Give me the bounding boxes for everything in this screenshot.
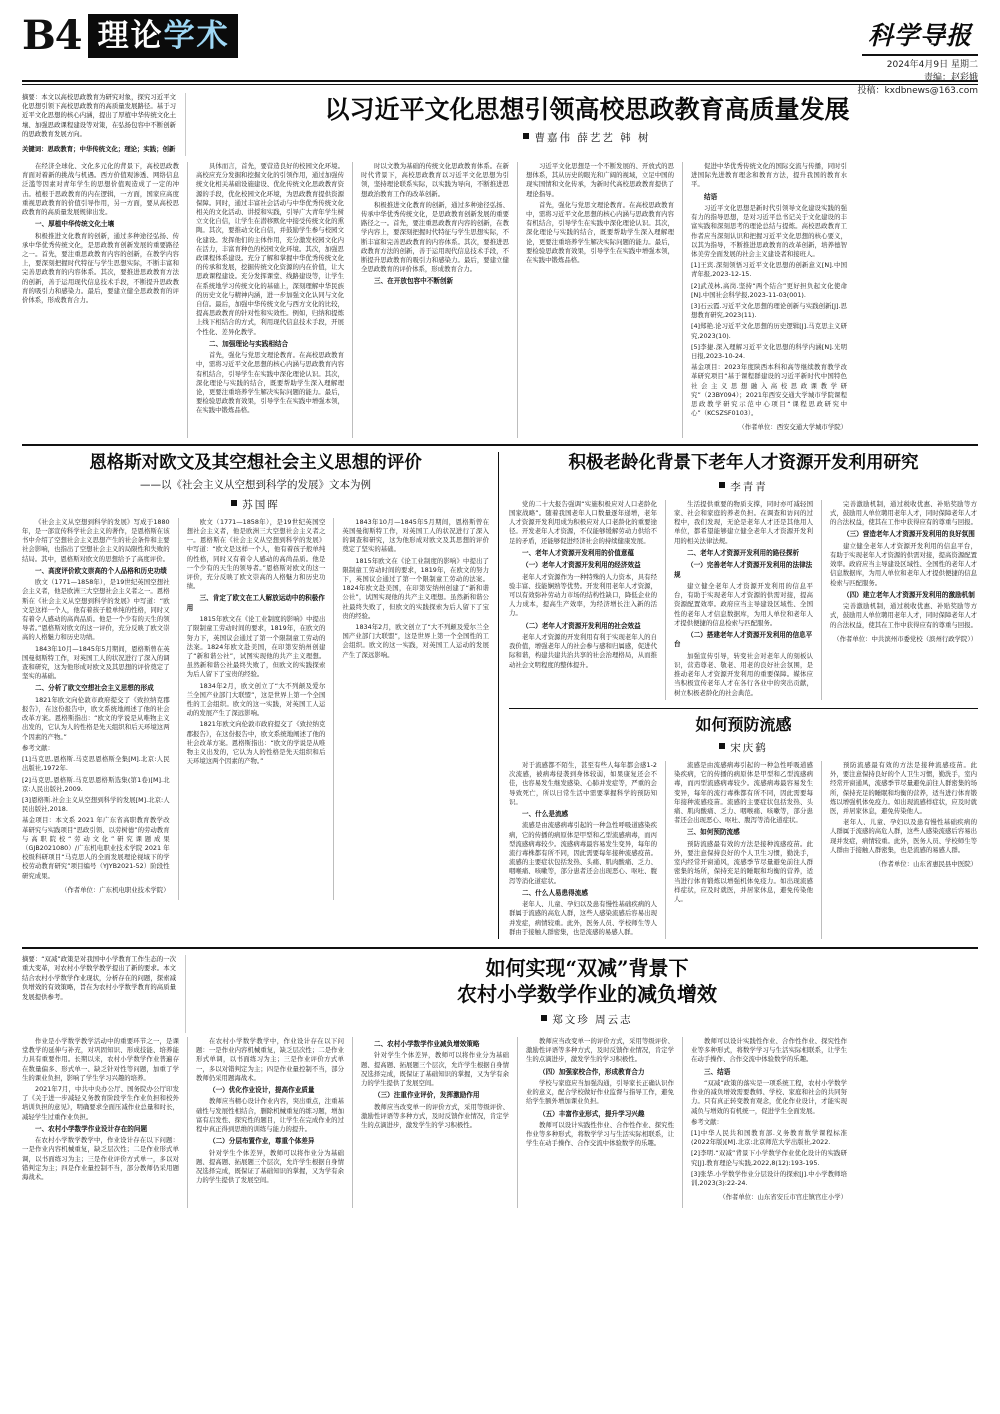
p: 生活提供重要的物质支撑，同时亦可减轻国家、社会和家庭的养老负担。在调查和访问的过程中，我们发现，无论是老年人才还是其他用人单位，都希望能够建立健全老年人才资源开发利用的相关法律法规。 <box>674 499 813 545</box>
article4-section-2: 二、什么人易患得流感 <box>522 888 588 897</box>
p: 1834年2月，欧文创立了“大不列颠及爱尔兰全国产业部门大联盟”，这是世界上第一个全国性的工会组织。欧文的这一实践，对英国工人运动的发展产生了深远影响。 <box>186 681 326 718</box>
article1-keywords: 关键词：思政教育；中华传统文化；理论；实践；创新 <box>22 144 176 153</box>
p: 1843年10月—1845年5月期间，恩格斯曾在英国曼彻斯特工作，对英国工人的状况进行了深入的调查和研究，这为他形成对欧文及其思想的评价奠定了坚实的基础。 <box>22 644 170 681</box>
editor-line: 责编：赵彩娥 <box>923 73 978 83</box>
section-char-4: 术 <box>196 17 228 54</box>
article4-byline <box>509 740 978 755</box>
article3-author: 李青青 <box>730 480 768 493</box>
article3-section-5: （一）完善老年人才资源开发利用的法律法规 <box>674 561 813 579</box>
masthead-rule-thin <box>22 84 978 85</box>
article2-fund: 基金项目：本文系 2021 年广东省高职教育教学改革研究与实践项目“思政引领、以劳树德”的劳动教育与高职院校“劳动文化”研究课题成果（GJB2021080）/广东机电职业技术学院 2021 年校级科研项目“马克思人的全面发展理论视域下的学校劳动教育研究”项目编号（YJYB2021-52）阶段性研究成果。 <box>22 816 170 880</box>
article1-reference: [5]李捷.深入理解习近平文化思想的科学内涵[N].光明日报,2023-10-24. <box>691 342 847 360</box>
article2-title: 恩格斯对欧文及其空想社会主义思想的评价 <box>89 452 422 473</box>
article5-section-2: 二、农村小学数学作业减负增效策略 <box>374 1039 480 1048</box>
article3-section-1: 一、老年人才资源开发利用的价值意蕴 <box>522 548 635 557</box>
article2-section-3: 三、肯定了欧文在工人解放运动中的积极作用 <box>186 594 325 612</box>
article5-section-6: （四）加强家校合作，形成教育合力 <box>539 1067 645 1076</box>
p: 1815年欧文在《论工业制度的影响》中提出了限制童工劳动时间的要求，1819年，在欧文的努力下，英国议会通过了第一个限制童工劳动的法案。1824年欧文赴美国，在印第安纳州创建了“新和谐公社”，试图实现他的共产主义理想。虽然新和谐公社最终失败了，但欧文的实践探索为后人留下了宝贵的经验。 <box>342 556 489 620</box>
masthead-rule <box>22 80 978 82</box>
p: 老年人、儿童、孕妇以及患有慢性基础疾病的人群属于流感的高危人群，这些人感染流感后容易出现并发症，病情较重。此外，医务人员、学校师生等人群由于接触人群密集，也是流感的易感人群。 <box>509 900 657 936</box>
paper-name: 科学导报 <box>862 16 978 56</box>
article1-section-3: 三、在开放包容中不断创新 <box>374 277 454 286</box>
p: 积极推进文化教育的创新，通过多种途径弘扬、传承中华优秀传统文化，是思政教育创新发展的重要路径之一。首先，要注重思政教育内容的创新，在教学内容上，要深刻把握时代特征与学生思想实际，不断丰富和完善思政教育的内容体系。其次，要推进思政教育方法的创新，善于运用现代信息技术手段，不断提升思政教育的吸引力和感染力。最后，要建立健全思政教育的评价体系，形成教育合力。 <box>22 231 179 304</box>
masthead-left <box>22 14 238 58</box>
p: 教师应当精心设计作业内容，突出重点，注重基础性与发展性相结合，删除机械重复的练习题，增加富有启发性、探究性的题目，让学生在完成作业的过程中真正得到思维的训练与能力的提升。 <box>196 1097 344 1133</box>
article1-section-1: 一、厚植中华传统文化土壤 <box>35 220 115 229</box>
p: 建立健全老年人才资源开发利用的信息平台，有助于实现老年人才资源的供需对接，提高资源配置效率。政府应当主导建设区域性、全国性的老年人才信息数据库，为用人单位和老年人才提供便捷的信息检索与匹配服务。 <box>830 541 977 587</box>
masthead <box>22 12 978 96</box>
byline-marker-icon <box>719 482 725 488</box>
p: 完善激励机制，通过税收优惠、补贴奖励等方式，鼓励用人单位聘用老年人才，同时保障老年人才的合法权益，使其在工作中获得应有的尊重与回报。 <box>830 499 977 527</box>
article5-title-line1: 如何实现“双减”背景下 <box>485 955 689 980</box>
p: 针对学生个体差异，教师可以将作业分为基础题、提高题、拓展题三个层次，允许学生根据自身情况选择完成，既保证了基础知识的掌握，又为学有余力的学生提供了发展空间。 <box>196 1148 344 1185</box>
p: 教师可以设计实践性作业、合作性作业、探究性作业等多种形式，将数学学习与生活实际相联系，让学生在动手操作、合作交流中体验数学的乐趣。 <box>691 1036 847 1064</box>
divider <box>22 947 978 949</box>
article-homework <box>22 955 978 1208</box>
article2-section-1: 一、高度评价欧文崇高的个人品格和历史功绩 <box>35 566 167 575</box>
article1-title: 以习近平文化思想引领高校思政教育高质量发展 <box>324 94 850 124</box>
article3-section-2: （一）老年人才资源开发利用的经济效益 <box>522 561 641 570</box>
article5-refs-head: 参考文献： <box>691 1117 723 1126</box>
article2-author: 苏国晖 <box>242 498 280 511</box>
divider <box>509 708 978 709</box>
article5-authors: 郑文珍 周云志 <box>552 1013 633 1026</box>
article5-reference: [2]李明.“双减”背景下小学数学作业优化设计的实践研究[J].教育理论与实践,2022,8(12):193-195. <box>691 1149 847 1167</box>
article2-unit: （作者单位：广东机电职业技术学院） <box>60 885 170 894</box>
article5-title-line2: 农村小学数学作业的减负增效 <box>457 981 717 1006</box>
p: 对于流感都不陌生，甚至有些人每年都会感1-2次流感，被病毒侵袭到身体较弱，如果康复还会不佳，也容易发生继发感染、心肺并发症等，严重的会导致死亡，所以日常生活中需要掌握科学的预防知识。 <box>509 760 657 806</box>
article-aging <box>509 452 978 700</box>
p: 1821年欧文向伦敦市政府提交了《致拉纳克郡报告》，在这份报告中，欧文系统地阐述了他的社会改革方案。恩格斯指出：“欧文的学说是从唯物主义出发的，它认为人的性格是先天组织和后天环境这两个因素的产物。” <box>186 720 326 766</box>
p: 首先，强化与党思文理论教育。在高校思政教育中，需将习近平文化思想的核心内涵与思政教育内容有机结合，引导学生在实践中深化理论认识。其次，深化理论与实践的结合，既要帮助学生深入理解理论，更要注重培养学生解决实际问题的能力。最后，要检验思政教育效果，引导学生在实践中增强本领，在实践中锻炼品格。 <box>196 351 344 415</box>
byline-marker-icon <box>719 743 725 749</box>
p: “双减”政策的落实是一项系统工程，农村小学数学作业的减负增效需要教师、学校、家庭和社会的共同努力。只有真正转变教育观念，优化作业设计，才能实现减负与增效的有机统一，促进学生全面发展。 <box>691 1078 847 1115</box>
article4-title: 如何预防流感 <box>695 714 792 734</box>
article-flu <box>509 715 978 939</box>
article1-reference: [4]郑艳.论习近平文化思想的历史逻辑[J].马克思主义研究,2023(10). <box>691 322 847 340</box>
page-number: B4 <box>22 12 82 59</box>
p: 加强宣传引导，转变社会对老年人的刻板认识，营造尊老、敬老、用老的良好社会氛围，是推动老年人才资源开发利用的重要保障。媒体应当积极宣传老年人才在各行各业中的突出贡献，树立积极老龄化的社会典范。 <box>674 651 813 697</box>
article3-section-6: （二）搭建老年人才资源开发利用的信息平台 <box>674 631 813 649</box>
article5-abstract: 摘要：“双减”政策是对我国中小学教育工作生态的一次重大变革，对农村小学数学教学提出了新的要求。本文结合农村小学数学作业现状，分析存在的问题，探索减负增效的有效策略，旨在为农村小学数学教育的高质量发展提供参考。 <box>22 954 176 1001</box>
article1-fund: 基金项目：2023年度陕西本科和高等继续教育教学改革研究项目“基于课程群建设的习近平新时代中国特色社会主义思想融入高校思政课教学研究”（23BY094）；2021年西安交通大学城市学院课程思政教学研究示范中心项目“课程思政研究中心”（KCSZSF0103）。 <box>691 363 847 418</box>
p: 《社会主义从空想到科学的发展》写成于1880年，是一部宣传科学社会主义的著作，是恩格斯在该书中介绍了空想社会主义思想产生的社会条件和主要社会影响，也指出了空想社会主义的局限性和失败的结局。其中，恩格斯对欧文的思想给予了高度评价。 <box>22 517 170 563</box>
p: 促进中华优秀传统文化的国际交流与传播，同时引进国际先进教育理念和教育方法，提升我国的教育水平。 <box>691 161 847 189</box>
p: 习近平文化思想是一个不断发展的、开放式的思想体系，其从历史的眼光和广阔的视域，立足中国的现实国情和文化传承，为新时代高校思政教育提供了理论指导。 <box>526 161 674 198</box>
article3-section-3: （二）老年人才资源开发利用的社会效益 <box>522 621 641 630</box>
article4-author: 宋庆鹤 <box>730 741 768 754</box>
p: 在经济全球化、文化多元化的背景下，高校思政教育面对着新的挑战与机遇。西方价值观渗透、网络信息泛滥等因素对青年学生的思想价值观造成了一定的冲击。植根于思政教育的内在逻辑，一方面，国家应高度重视思政教育的价值引导作用，另一方面，要从高校思政教育的高质量发展规律出发。 <box>22 161 179 216</box>
article4-section-1: 一、什么是流感 <box>522 809 569 818</box>
p: 预防流感最有效的方法是接种流感疫苗。此外，要注意保持良好的个人卫生习惯，勤洗手，室内经常开窗通风，流感季节尽量避免前往人群密集的场所，保持充足的睡眠和均衡的营养，适当进行体育锻炼以增强机体免疫力。如出现流感样症状，应及时就医，并居家休息，避免传染他人。 <box>674 839 813 903</box>
p: 在农村小学数学教学中，作业设计存在以下问题：一是作业内容机械重复，缺乏层次性；二是作业形式单调，以书面练习为主；三是作业评价方式单一，多以对错判定为主；四是作业量控制不当，部分教师仍采用题海战术。 <box>22 1136 179 1181</box>
p: 老年人才资源的开发利用有利于实现老年人的自我价值，增强老年人的社会参与感和归属感，促进代际和谐，构建共建共治共享的社会治理格局，从而推动社会文明程度的整体提升。 <box>509 633 657 669</box>
divider <box>22 444 978 446</box>
p: 教师应当改变单一的评价方式，采用等级评价、激励性评语等多种方式，及时反馈作业情况，肯定学生的点滴进步，激发学生的学习积极性。 <box>361 1102 509 1129</box>
article-engels <box>22 452 499 939</box>
p: 针对学生个体差异，教师可以将作业分为基础题、提高题、拓展题三个层次，允许学生根据自身情况选择完成，既保证了基础知识的掌握，又为学有余力的学生提供了发展空间。 <box>361 1051 509 1087</box>
p: 党的二十大报告强调“实施积极应对人口老龄化国家战略”。随着我国老年人口数量逐年递增，老年人才资源开发利用成为积极应对人口老龄化的重要途径。开发老年人才资源，不仅能够缓解劳动力供给不足的矛盾，还能够促进经济社会的持续健康发展。 <box>509 499 657 545</box>
masthead-right <box>857 14 978 98</box>
p: 建立健全老年人才资源开发利用的信息平台，有助于实现老年人才资源的供需对接，提高资源配置效率。政府应当主导建设区域性、全国性的老年人才信息数据库，为用人单位和老年人才提供便捷的信息检索与匹配服务。 <box>674 582 813 627</box>
p: 2021年7月，中共中央办公厅、国务院办公厅印发了《关于进一步减轻义务教育阶段学生作业负担和校外培训负担的意见》，明确要求全面压减作业总量和时长，减轻学生过重作业负担。 <box>22 1084 179 1121</box>
p: 习近平文化思想是新时代引领导文化建设实践的强有力的指导思想，是对习近平总书记关于文化建设的丰富实践和深刻思考的理论总结与提炼。高校思政教育工作者应当深刻认识和把握习近平文化思想的核心要义，以其为指导，不断推进思政教育的改革创新，培养德智体美劳全面发展的社会主义建设者和接班人。 <box>691 203 847 258</box>
article5-section-5: （三）注重作业评价，发挥激励作用 <box>374 1091 480 1100</box>
p: 欧文（1771—1858年），是19世纪英国空想社会主义者，他是欧洲三大空想社会主义者之一。恩格斯在《社会主义从空想到科学的发展》中写道：“欧文是这样一个人，他有着孩子般单纯的性格，同时又有着令人感动的高尚品质。他是一个少有的天生的领导者。”恩格斯对欧文的这一评价，充分反映了欧文崇高的人格魅力和历史功绩。 <box>22 578 170 642</box>
p: 完善激励机制，通过税收优惠、补贴奖励等方式，鼓励用人单位聘用老年人才，同时保障老年人才的合法权益，使其在工作中获得应有的尊重与回报。 <box>830 602 977 629</box>
p: 1821年欧文向伦敦市政府提交了《致拉纳克郡报告》，在这份报告中，欧文系统地阐述了他的社会改革方案。恩格斯指出：“欧文的学说是从唯物主义出发的，它认为人的性格是先天组织和后天环境这两个因素的产物。” <box>22 695 170 741</box>
article5-section-3: （一）优化作业设计，提高作业质量 <box>209 1085 315 1094</box>
p: 学校与家庭应当加强沟通，引导家长正确认识作业的意义，配合学校做好作业监督与指导工作，避免给学生额外增加课业负担。 <box>526 1078 674 1106</box>
p: 具体而言，首先，要营造良好的校园文化环境。高校应充分发掘和挖掘文化的引领作用，通过加强传统文化相关基础设施建设、优化传统文化思政教育资源的手段，优化校园文化环境，为思政教育提供资源保障。同时，通过丰富社会活动与中华优秀传统文化相关的文化活动、讲授和实践，引导广大青年学生树立文化自信，让学生在潜移默化中接受传统文化的熏陶。其次，要推动文化自信，并鼓励学生参与校园文化建设。发挥他们的主体作用，充分激发校园文化内在活力，丰富育种色的校园文化环境。其次，加强思政课程体系建设。充分了解和掌握中华优秀传统文化的传承和发展，挖掘传统文化资源的内在价值，让大思政课程建设。充分发挥课堂、线路建设等，让学生在系统地学习传统文化的基础上，深刻理解中华民族的历史文化与精神内涵，进一步加强文化认同与文化自信。最后，加强中华传统文化与西方文化的比较，提高思政教育的针对性和实效性。例如，归纳和提炼上线下相结合的方式，利用现代信息技术手段，开展个性化、差异化教学。 <box>196 161 344 336</box>
article3-section-8: （四）建立老年人才资源开发利用的激励机制 <box>843 590 975 599</box>
article2-byline <box>22 497 489 512</box>
article1-reference: [2]武茂林,高岗.坚持“两个结合”更好担负起文化使命[N].中国社会科学报,2023-11-03(001). <box>691 281 847 299</box>
article1-reference: [3]石云霞.习近平文化思想的理论创新与实践创新[J].思想教育研究,2023(11). <box>691 301 847 320</box>
article5-byline <box>196 1012 978 1027</box>
p: 时以文教为基础的传统文化思政教育体系。在新时代背景下，高校思政教育以习近平文化思想为引领，坚持理论联系实际，以实践为导向，不断推进思想政治教育工作的改革创新。 <box>361 161 509 198</box>
article2-reference: [3]恩格斯.社会主义从空想到科学的发展[M].北京:人民出版社,2018. <box>22 795 170 814</box>
article2-reference: [1]马克思,恩格斯.马克思恩格斯全集[M].北京:人民出版社,1972年. <box>22 755 170 773</box>
article5-unit: （作者单位：山东省安丘市官庄镇官庄小学） <box>719 1193 847 1202</box>
p: 欧文（1771—1858年），是19世纪英国空想社会主义者，他是欧洲三大空想社会主义者之一。恩格斯在《社会主义从空想到科学的发展》中写道：“欧文是这样一个人，他有着孩子般单纯的性格，同时又有着令人感动的高尚品质。他是一个少有的天生的领导者。”恩格斯对欧文的这一评价，充分反映了欧文崇高的人格魅力和历史功绩。 <box>186 517 326 591</box>
article1-reference: [1]王宾.深刻领悟习近平文化思想的创新意义[N].中国青年报,2023-12-15. <box>691 261 847 279</box>
article1-unit: （作者单位：西安交通大学城市学院） <box>738 423 847 432</box>
section-banner <box>88 14 238 58</box>
section-char-1: 理 <box>97 17 129 54</box>
article3-byline <box>509 479 978 494</box>
p: 预防流感最有效的方法是接种流感疫苗。此外，要注意保持良好的个人卫生习惯，勤洗手，室内经常开窗通风，流感季节尽量避免前往人群密集的场所，保持充足的睡眠和均衡的营养，适当进行体育锻炼以增强机体免疫力。如出现流感样症状，应及时就医，并居家休息，避免传染他人。 <box>830 760 977 815</box>
article2-refs-head: 参考文献： <box>22 743 54 752</box>
p: 首先，强化与党思文理论教育。在高校思政教育中，需将习近平文化思想的核心内涵与思政教育内容有机结合，引导学生在实践中深化理论认识。其次，深化理论与实践的结合，既要帮助学生深入理解理论，更要注重培养学生解决实际问题的能力。最后，要检验思政教育效果，引导学生在实践中增强本领，在实践中锻炼品格。 <box>526 200 674 264</box>
article5-section-1: 一、农村小学数学作业设计存在的问题 <box>35 1124 148 1133</box>
p: 流感是由流感病毒引起的一种急性呼吸道感染疾病，它的传播的病原体是甲型和乙型流感病毒，而丙型流感病毒较少。流感病毒最容易发生变异，每年的流行毒株都有所不同，因此需要每年接种流感疫苗。流感的主要症状包括发热、头痛、肌肉酸痛、乏力、咽喉痛、咳嗽等，部分患者还会出现恶心、呕吐、腹泻等消化道症状。 <box>674 760 813 825</box>
byline-marker-icon <box>523 133 529 139</box>
article1-authors: 曹嘉伟 薛艺艺 韩 树 <box>534 131 651 144</box>
p: 积极推进文化教育的创新，通过多种途径弘扬、传承中华优秀传统文化，是思政教育创新发展的重要路径之一。首先，要注重思政教育内容的创新，在教学内容上，要深刻把握时代特征与学生思想实际，不断丰富和完善思政教育的内容体系。其次，要推进思政教育方法的创新，善于运用现代信息技术手段，不断提升思政教育的吸引力和感染力。最后，要建立健全思政教育的评价体系，形成教育合力。 <box>361 200 509 274</box>
issue-date: 2024年4月9日 星期二 <box>886 60 978 70</box>
article2-subtitle: ——以《社会主义从空想到科学的发展》文本为例 <box>140 478 371 491</box>
article1-abstract: 摘要：本文以高校思政教育为研究对象，探究习近平文化思想引领下高校思政教育的高质量发展路径。基于习近平文化思想的核心内涵，提出了厚植中华传统文化土壤、加强思政课程建设等对策，在弘扬包容中不断创新的思政教育发展方向。 <box>22 92 176 139</box>
article4-section-3: 三、如何预防流感 <box>687 828 740 837</box>
article1-section-2: 二、加强理论与实践相结合 <box>209 339 289 348</box>
p: 流感是由流感病毒引起的一种急性呼吸道感染疾病，它的传播的病原体是甲型和乙型流感病毒，而丙型流感病毒较少。流感病毒最容易发生变异，每年的流行毒株都有所不同，因此需要每年接种流感疫苗。流感的主要症状包括发热、头痛、肌肉酸痛、乏力、咽喉痛、咳嗽等，部分患者还会出现恶心、呕吐、腹泻等消化道症状。 <box>509 821 657 885</box>
article5-section-8: 三、结语 <box>704 1067 731 1076</box>
p: 教师可以设计实践性作业、合作性作业、探究性作业等多种形式，将数学学习与生活实际相联系，让学生在动手操作、合作交流中体验数学的乐趣。 <box>526 1120 674 1148</box>
article5-reference: [1]中华人民共和国教育部.义务教育数学课程标准(2022年版)[M].北京:北京师范大学出版社,2022. <box>691 1128 847 1147</box>
article4-unit: （作者单位：山东省惠民县中医院） <box>874 859 977 868</box>
article5-section-4: （二）分层布置作业，尊重个体差异 <box>209 1137 315 1146</box>
byline-marker-icon <box>541 1015 547 1021</box>
p: 在农村小学数学教学中，作业设计存在以下问题：一是作业内容机械重复，缺乏层次性；二是作业形式单调，以书面练习为主；三是作业评价方式单一，多以对错判定为主；四是作业量控制不当，部分教师仍采用题海战术。 <box>196 1036 344 1082</box>
p: 教师应当改变单一的评价方式，采用等级评价、激励性评语等多种方式，及时反馈作业情况，肯定学生的点滴进步，激发学生的学习积极性。 <box>526 1036 674 1064</box>
article3-section-4: 二、老年人才资源开发利用的路径探析 <box>687 548 800 557</box>
p: 老年人、儿童、孕妇以及患有慢性基础疾病的人群属于流感的高危人群，这些人感染流感后容易出现并发症，病情较重。此外，医务人员、学校师生等人群由于接触人群密集，也是流感的易感人群。 <box>830 818 977 854</box>
p: 1815年欧文在《论工业制度的影响》中提出了限制童工劳动时间的要求，1819年，在欧文的努力下，英国议会通过了第一个限制童工劳动的法案。1824年欧文赴美国，在印第安纳州创建了“新和谐公社”，试图实现他的共产主义理想。虽然新和谐公社最终失败了，但欧文的实践探索为后人留下了宝贵的经验。 <box>186 615 326 679</box>
article5-section-7: （五）丰富作业形式，提升学习兴趣 <box>539 1109 645 1118</box>
article-lead <box>22 93 978 438</box>
p: 老年人才资源作为一种特殊的人力资本，具有经验丰富、技能娴熟等优势。开发利用老年人才资源，可以有效弥补劳动力市场的结构性缺口，降低企业的人力成本，提高生产效率，为经济增长注入新的活力。 <box>509 572 657 618</box>
article2-reference: [2]马克思,恩格斯.马克思恩格斯选集(第1卷)[M].北京:人民出版社,2009. <box>22 775 170 793</box>
section-char-3: 学 <box>163 17 195 54</box>
article3-title: 积极老龄化背景下老年人才资源开发利用研究 <box>568 452 919 473</box>
p: 1843年10月—1845年5月期间，恩格斯曾在英国曼彻斯特工作，对英国工人的状况进行了深入的调查和研究，这为他形成对欧文及其思想的评价奠定了坚实的基础。 <box>342 517 489 554</box>
article2-section-2: 二、分析了欧文空想社会主义思想的形成 <box>35 684 154 693</box>
p: 1834年2月，欧文创立了“大不列颠及爱尔兰全国产业部门大联盟”，这是世界上第一个全国性的工会组织。欧文的这一实践，对英国工人运动的发展产生了深远影响。 <box>342 623 489 659</box>
article5-reference: [3]张华.小学数学作业分层设计的探索[J].中小学教师培训,2023(3):22-24. <box>691 1169 847 1187</box>
article3-section-7: （三）营造老年人才资源开发利用的良好氛围 <box>843 530 975 539</box>
article1-section-4: 结语 <box>704 192 718 201</box>
byline-marker-icon <box>231 500 237 506</box>
article1-byline <box>196 130 978 145</box>
section-char-2: 论 <box>130 17 162 54</box>
p: 作业是小学数学教学活动中的重要环节之一，是课堂教学的延伸与补充，对巩固知识、形成技能、培养能力具有重要作用。长期以来，农村小学数学作业普遍存在数量偏多、形式单一、缺乏针对性等问题，加重了学生的课业负担，影响了学生学习兴趣的培养。 <box>22 1036 179 1082</box>
article3-unit: （作者单位：中共滨州市委党校（滨州行政学院）） <box>833 634 977 643</box>
submission-email: 投稿：kxdbnews@163.com <box>857 86 978 96</box>
